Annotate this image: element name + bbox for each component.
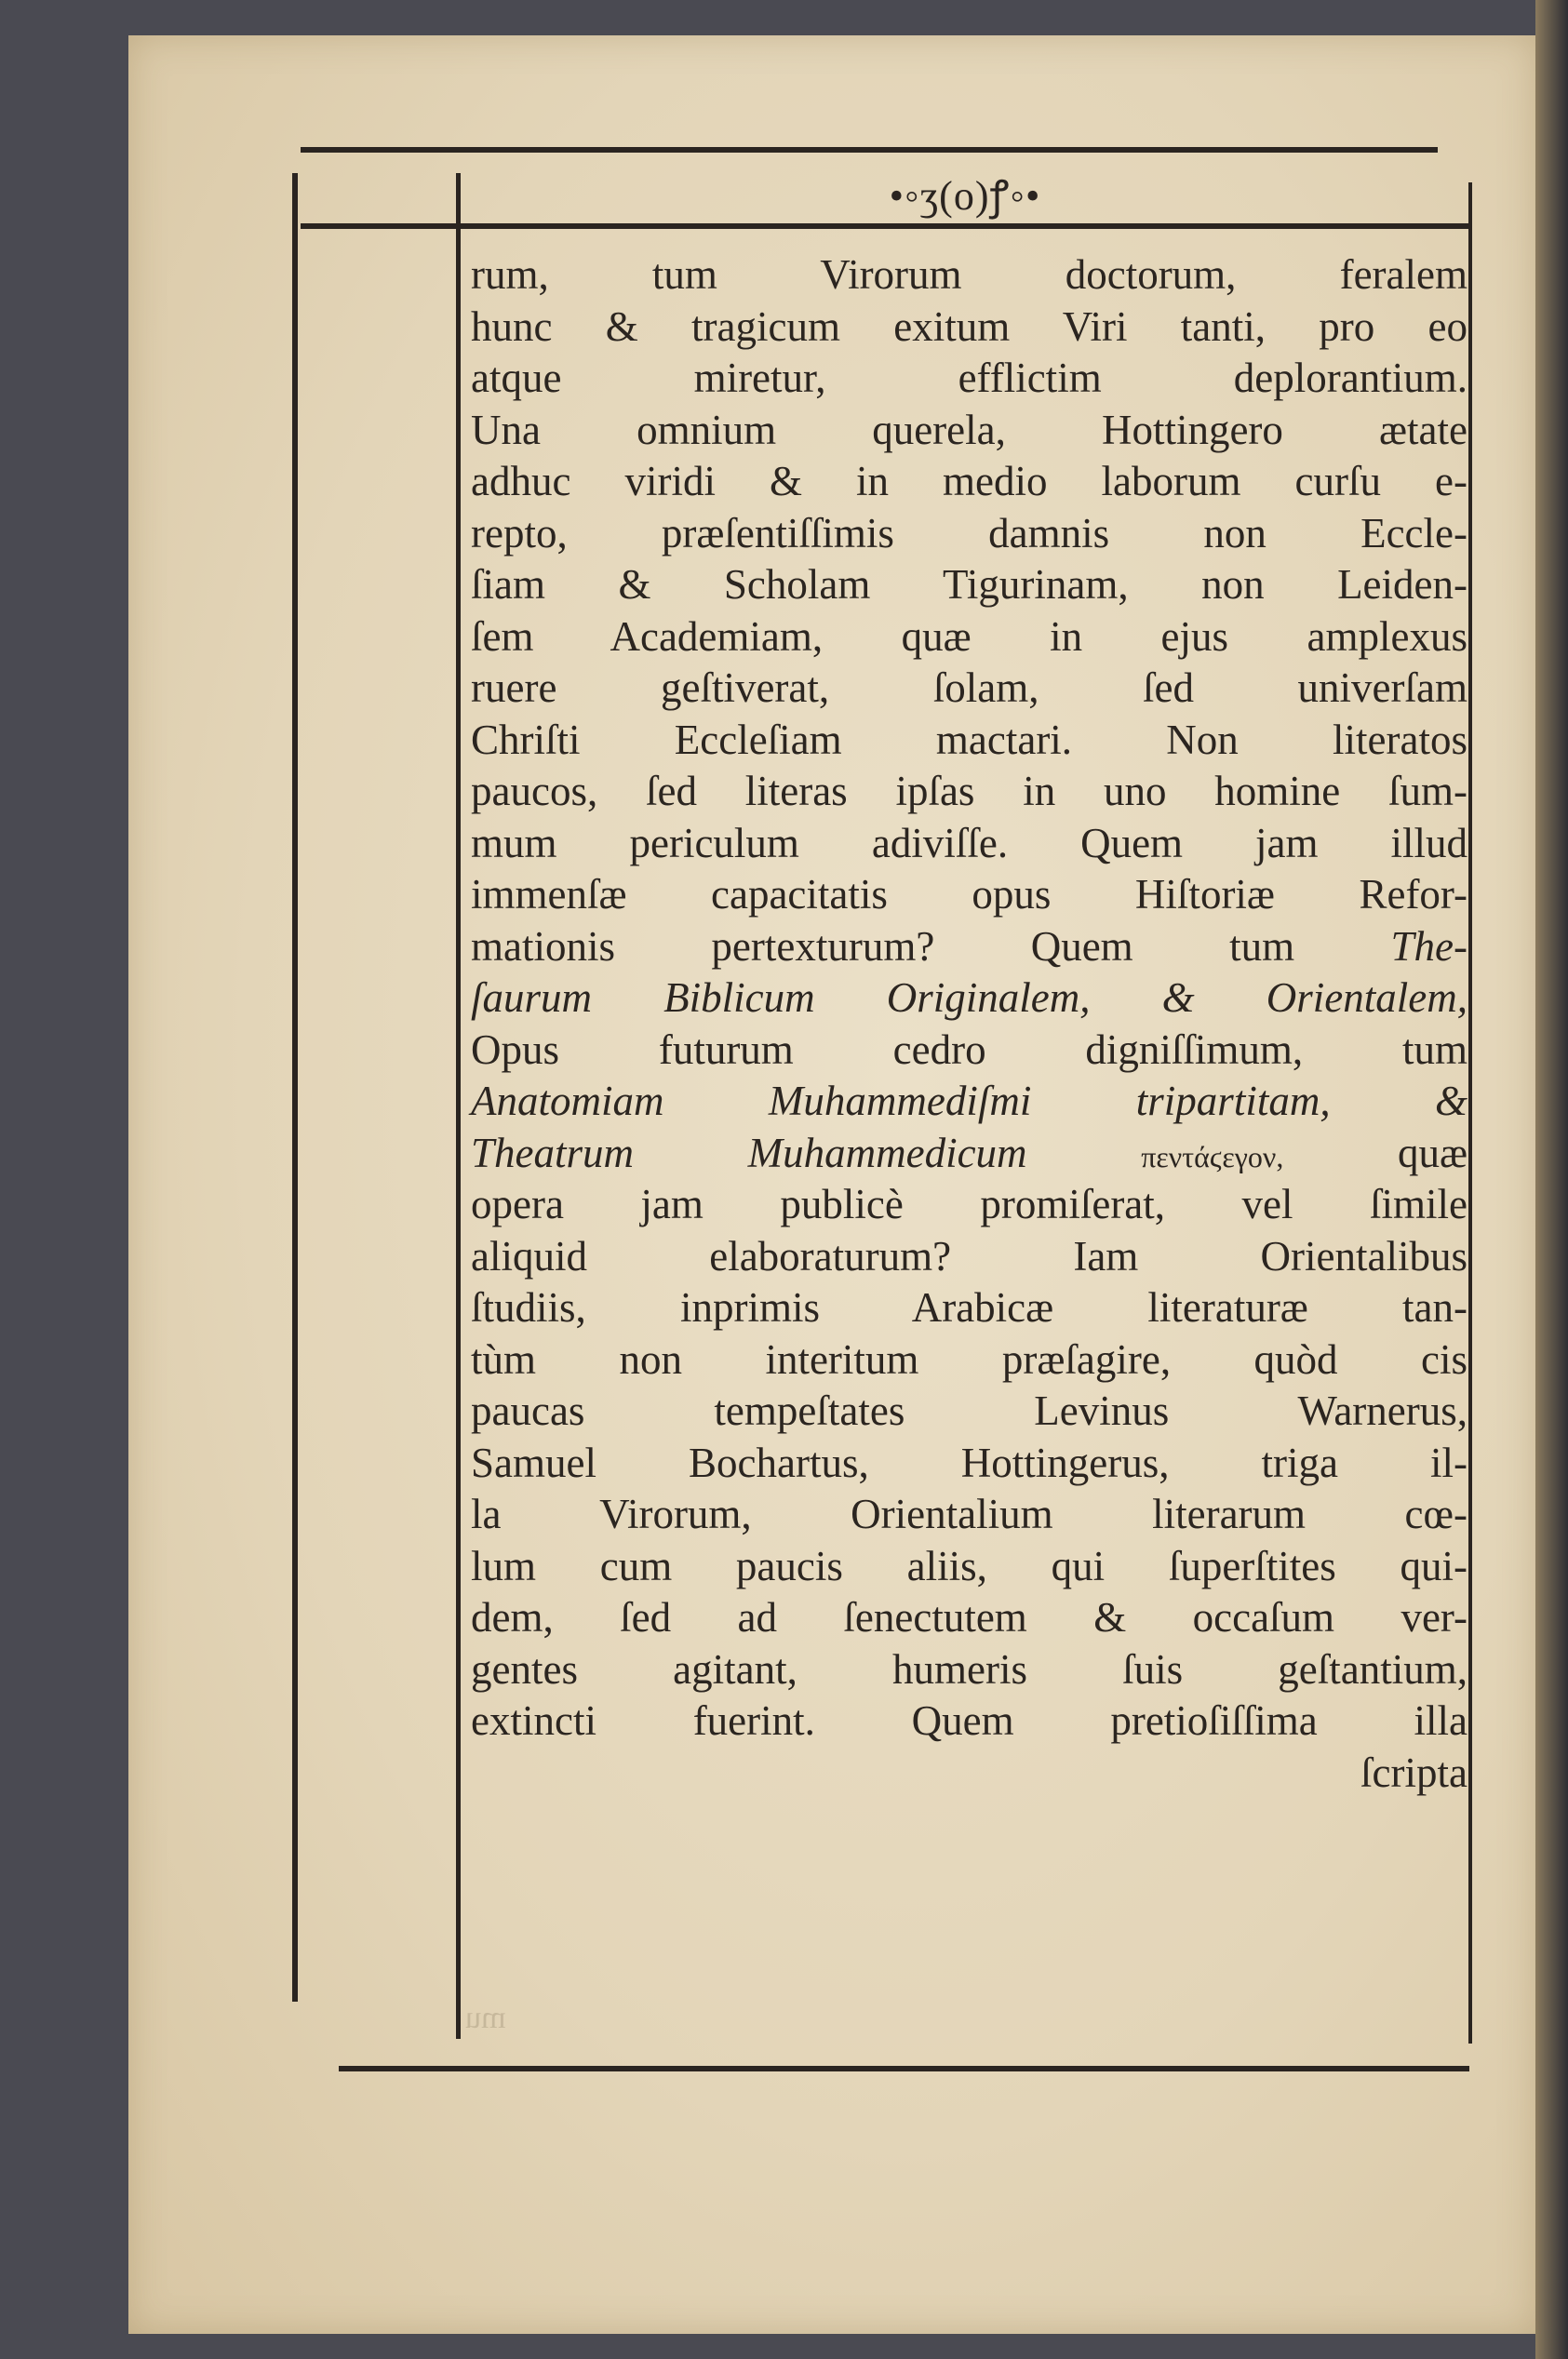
text-line: Samuel Bochartus, Hottingerus, triga il- <box>471 1439 1467 1486</box>
greek-word: πεντάϛεγον, <box>1141 1139 1284 1173</box>
catchword: ſcripta <box>1360 1749 1467 1796</box>
text-line: adhuc viridi & in medio laborum curſu e- <box>471 458 1467 504</box>
text-line: la Virorum, Orientalium literarum cœ- <box>471 1491 1467 1537</box>
text-line: ſtudiis, inprimis Arabicæ literaturæ tan- <box>471 1284 1467 1331</box>
page-number: (o) <box>939 173 990 219</box>
book-spine-edge <box>1535 0 1568 2359</box>
text-line: atque miretur, efflictim deplorantium. <box>471 355 1467 401</box>
bleed-through-text: mu <box>465 2001 506 2035</box>
text-line: paucas tempeſtates Levinus Warnerus, <box>471 1387 1467 1434</box>
text-line: repto, præſentiſſimis damnis non Eccle- <box>471 509 1467 556</box>
bottom-rule <box>339 2066 1469 2071</box>
text-line-part: mationis pertexturum? Quem tum <box>471 922 1295 970</box>
text-line: Opus futurum cedro digniſſimum, tum <box>471 1025 1467 1073</box>
text-line: tùm non interitum præſagire, quòd cis <box>471 1335 1467 1383</box>
text-line: lum cum paucis aliis, qui ſuperſtites qui- <box>471 1542 1467 1589</box>
header-rule <box>301 223 1469 229</box>
text-line: extincti fuerint. Quem pretioſiſſima illa <box>471 1697 1467 1744</box>
text-line <box>471 921 1467 973</box>
ornament-right: ꝭ◦• <box>989 173 1041 219</box>
right-rule <box>1468 182 1472 2044</box>
text-line: opera jam publicè promiſerat, vel ſimile <box>471 1181 1467 1227</box>
text-line: gentes agitant, humeris ſuis geſtantium, <box>471 1645 1467 1693</box>
text-line: immenſæ capacitatis opus Hiſtoriæ Refor- <box>471 871 1467 918</box>
text-line: mum periculum adiviſſe. Quem jam illud <box>471 819 1467 866</box>
text-line: ſiam & Scholam Tigurinam, non Leiden- <box>471 561 1467 608</box>
text-line: rum, tum Virorum doctorum, feralem <box>471 251 1467 298</box>
text-line: ruere geſtiverat, ſolam, ſed univerſam <box>471 664 1467 711</box>
left-outer-rule <box>292 173 298 2002</box>
text-line <box>471 1128 1467 1180</box>
body-text <box>471 249 1467 1799</box>
italic-title: The- <box>1390 922 1467 970</box>
ornament-left: •◦ʒ <box>889 173 940 219</box>
italic-title: Theatrum Muhammedicum <box>471 1129 1027 1176</box>
text-line: ſem Academiam, quæ in ejus amplexus <box>471 612 1467 660</box>
left-inner-rule <box>456 173 461 2039</box>
text-line: ſaurum Biblicum Originalem, & Orientalem, <box>471 974 1467 1021</box>
text-line: aliquid elaboraturum? Iam Orientalibus <box>471 1232 1467 1280</box>
top-rule <box>301 147 1438 153</box>
text-line: Anatomiam Muhammediſmi tripartitam, & <box>471 1078 1467 1124</box>
text-line: dem, ſed ad ſenectutem & occaſum ver- <box>471 1594 1467 1641</box>
text-line: paucos, ſed literas ipſas in uno homine ſum- <box>471 768 1467 814</box>
text-line: Chriſti Eccleſiam mactari. Non literatos <box>471 716 1467 763</box>
text-line: hunc & tragicum exitum Viri tanti, pro eo <box>471 302 1467 350</box>
page-header <box>459 166 1471 221</box>
text-line-part: quæ <box>1397 1129 1467 1176</box>
text-line: Una omnium querela, Hottingero ætate <box>471 406 1467 453</box>
